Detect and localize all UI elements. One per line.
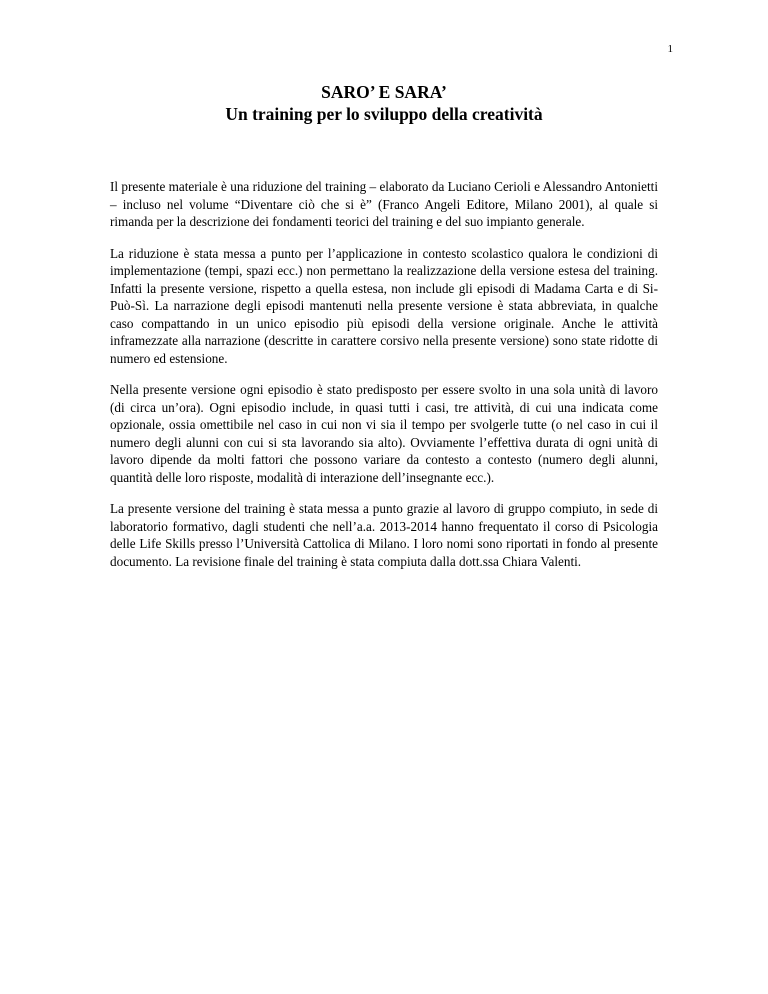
paragraph-reduction: La riduzione è stata messa a punto per l’applicazione in contesto scolastico qualora le condizioni di implementazione (tempi, spazi ecc.) non permettano la realizzazione della versione estesa del training. Infatti la presente versione, rispetto a quella estesa, non include gli episodi di Madama Carta e di Si-Può-Sì. La narrazione degli episodi mantenuti nella presente versione è stata abbreviata, in qualche caso compattando in un unico episodio più episodi della versione originale. Anche le attività inframezzate alla narrazione (descritte in carattere corsivo nella presente versione) sono state ridotte di numero ed estensione.: [110, 245, 658, 366]
document-title: SARO’ E SARA’: [321, 82, 447, 102]
page-number: 1: [667, 43, 673, 55]
title-block: [110, 81, 658, 125]
paragraph-episodes: Nella presente versione ogni episodio è stato predisposto per essere svolto in una sola unità di lavoro (di circa un’ora). Ogni episodio include, in quasi tutti i casi, tre attività, di cui una indicata come opzionale, ossia omettibile nel caso in cui non vi sia il tempo per svolgerle tutte (o nel caso in cui il numero degli alunni con cui si sta lavorando sia alto). Ovviamente l’effettiva durata di ogni unità di lavoro dipende da molti fattori che possono variare da contesto a contesto (numero degli alunni, quantità delle loro risposte, modalità di interazione dell’insegnante ecc.).: [110, 382, 658, 485]
document-body: [110, 178, 658, 584]
paragraph-credits: La presente versione del training è stata messa a punto grazie al lavoro di gruppo compiuto, in sede di laboratorio formativo, dagli studenti che nell’a.a. 2013-2014 hanno frequentato il corso di Psicologia delle Life Skills presso l’Università Cattolica di Milano. I loro nomi sono riportati in fondo al presente documento. La revisione finale del training è stata compiuta dalla dott.ssa Chiara Valenti.: [110, 501, 658, 569]
document-subtitle: Un training per lo sviluppo della creatività: [225, 104, 543, 124]
paragraph-intro: Il presente materiale è una riduzione del training – elaborato da Luciano Cerioli e Alessandro Antonietti – incluso nel volume “Diventare ciò che si è” (Franco Angeli Editore, Milano 2001), al quale si rimanda per la descrizione dei fondamenti teorici del training e del suo impianto generale.: [110, 179, 658, 229]
